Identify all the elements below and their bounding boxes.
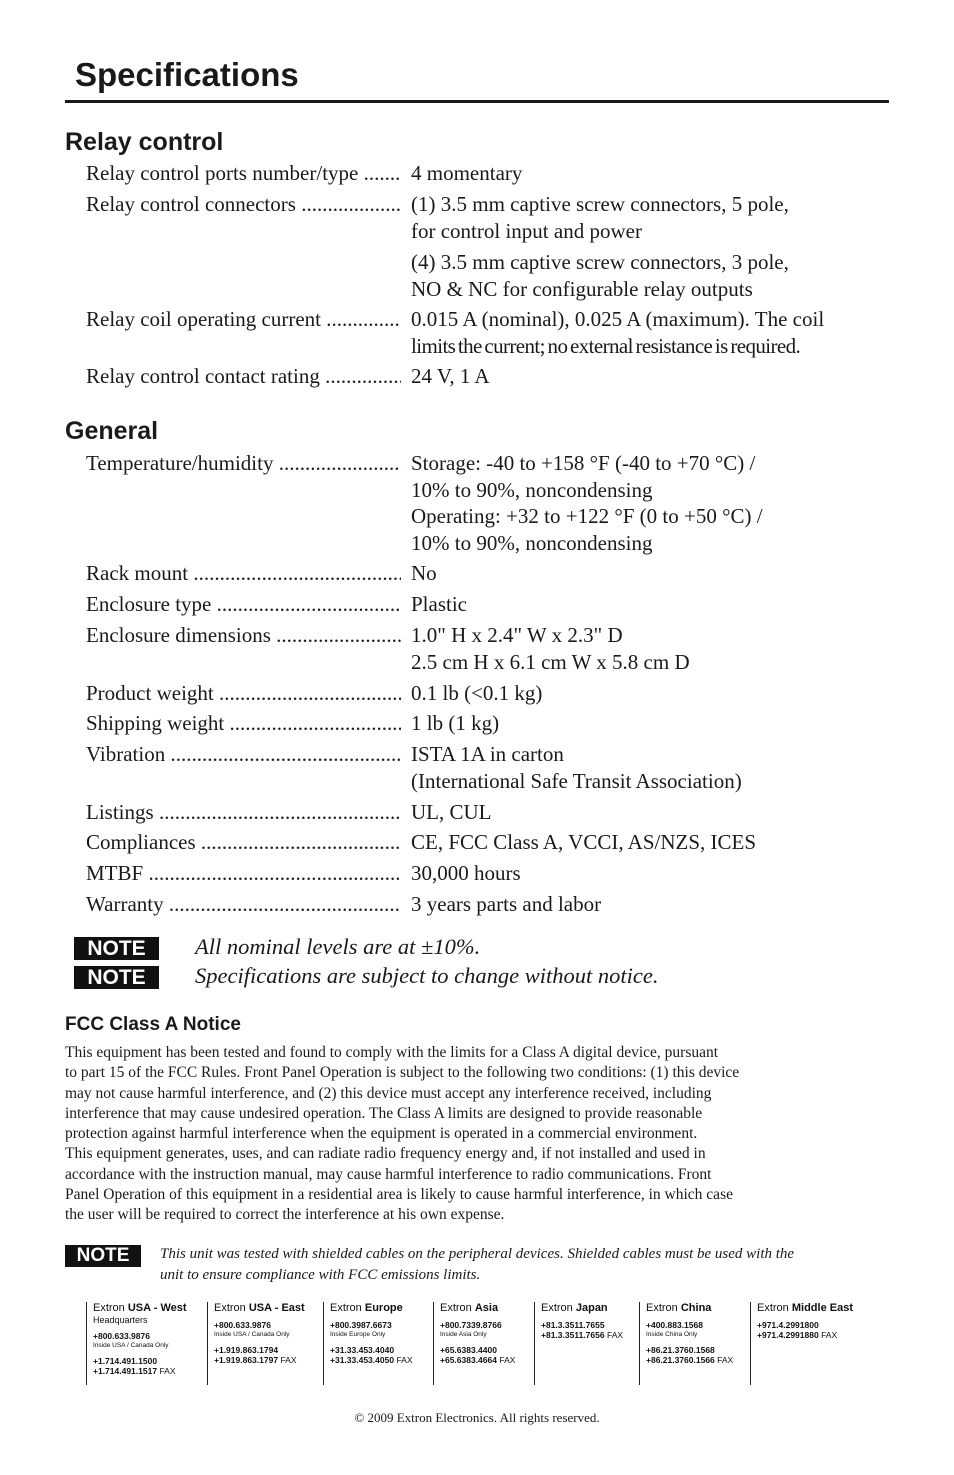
spec-label: MTBF ..... [86,860,401,887]
office-block [433,1302,515,1385]
spec-value-line: 10% to 90%, noncondensing [411,477,653,502]
spec-value [411,450,763,556]
office-brand: Extron [646,1302,678,1314]
phone-number: +1.919.863.1794 [214,1345,279,1355]
spec-label: Relay control contact rating ..... [86,363,401,390]
spec-value-line: (4) 3.5 mm captive screw connectors, 3 pole, [411,250,789,274]
office-name [541,1302,623,1315]
office-region: China [680,1302,712,1314]
spec-value-line: Operating: +32 to +122 °F (0 to +50 °C) / [411,504,763,528]
office-block [207,1302,305,1385]
spec-value-line: 1.0" H x 2.4" W x 2.3" D [411,623,623,647]
office-name [93,1302,187,1315]
office-phone-number [440,1345,515,1355]
spec-value-line: No [411,561,437,585]
spec-value [411,591,467,618]
spec-label: Relay control ports number/type ..... [86,160,401,187]
spec-value [411,860,521,887]
phone-number: +800.633.9876 [93,1331,150,1341]
spec-value [411,799,492,826]
spec-value-line: UL, CUL [411,800,492,824]
fax-label: FAX [717,1355,734,1365]
office-name [330,1302,413,1315]
phone-number: +400.883.1568 [646,1320,703,1330]
phone-number: +81.3.3511.7655 [541,1320,605,1330]
office-brand: Extron [93,1302,125,1314]
spec-label: Relay control connectors ..... [86,191,401,218]
office-phone-note: Inside China Only [646,1331,698,1338]
office-phone-number [93,1331,187,1341]
office-region: Europe [364,1302,403,1314]
office-block [86,1302,187,1385]
phone-number: +1.714.491.1500 [93,1356,158,1366]
office-phone-note: Inside USA / Canada Only [93,1342,169,1349]
phone-number: +65.6383.4400 [440,1345,497,1355]
spec-value-line: 24 V, 1 A [411,364,490,388]
spec-label: Product weight ..... [86,680,401,707]
fcc-line: protection against harmful interference when the equipment is operated in a commercial environment. [65,1125,698,1143]
fcc-note-badge: NOTE [65,1245,141,1267]
spec-label: Vibration ..... [86,741,401,768]
spec-value [411,363,490,390]
fcc-notice-body [65,1043,885,1226]
note-badge: NOTE [74,937,159,960]
spec-value-line: (International Safe Transit Association) [411,768,742,793]
spec-value [411,191,789,244]
office-fax-number [214,1355,305,1365]
office-name [214,1302,305,1315]
office-name [440,1302,515,1315]
title-rule [65,100,889,103]
spec-label: Compliances ..... [86,829,401,856]
section-heading-relay-control: Relay control [65,128,224,156]
spec-label: Temperature/humidity ..... [86,450,401,477]
fcc-line: This equipment has been tested and found to comply with the limits for a Class A digital device, pursuant [65,1044,719,1061]
phone-number: +1.919.863.1797 [214,1355,279,1365]
office-hq-label: Headquarters [93,1315,148,1325]
fcc-line: This equipment generates, uses, and can radiate radio frequency energy and, if not installed and used in [65,1145,706,1163]
office-fax-number [541,1330,623,1340]
office-phone-number [330,1345,413,1355]
office-phone-number [214,1345,305,1355]
spec-value [411,710,499,737]
office-fax-number [93,1366,187,1376]
spec-label: Relay coil operating current ..... [86,306,401,333]
office-phone-number [440,1320,515,1330]
page-title: Specifications [75,56,299,93]
spec-value [411,622,690,675]
fcc-note-line: unit to ensure compliance with FCC emissions limits. [160,1267,481,1283]
spec-value [411,891,601,918]
spec-value [411,160,522,187]
phone-number: +86.21.3760.1568 [646,1345,715,1355]
spec-value-line: 0.015 A (nominal), 0.025 A (maximum). The coil [411,307,825,331]
office-phone-number [214,1320,305,1330]
office-brand: Extron [541,1302,573,1314]
office-fax-number [440,1355,515,1365]
office-phone-number [330,1320,413,1330]
spec-label: Shipping weight ..... [86,710,401,737]
office-phone-number [93,1356,187,1366]
fax-label: FAX [606,1330,624,1340]
spec-value-line: 30,000 hours [411,861,521,885]
fax-label: FAX [396,1355,413,1365]
office-region: Middle East [791,1302,853,1314]
fcc-line: to part 15 of the FCC Rules. Front Panel Operation is subject to the following two conditions: (1) this device [65,1064,740,1082]
spec-value-line: ISTA 1A in carton [411,742,564,766]
spec-value-line: Plastic [411,592,467,616]
office-phone-note: Inside Asia Only [440,1331,487,1338]
office-phone-number [541,1320,623,1330]
office-fax-number [757,1330,853,1340]
phone-number: +971.4.2991880 [757,1330,819,1340]
office-brand: Extron [330,1302,362,1314]
phone-number: +81.3.3511.7656 [541,1330,605,1340]
spec-value-line: 0.1 lb (<0.1 kg) [411,681,543,705]
spec-value [411,249,789,302]
spec-value [411,680,542,707]
spec-label: Enclosure type ..... [86,591,401,618]
fax-label: FAX [280,1355,297,1365]
office-brand: Extron [440,1302,472,1314]
phone-number: +65.6383.4664 [440,1355,497,1365]
spec-value-line: CE, FCC Class A, VCCI, AS/NZS, ICES [411,830,757,854]
section-heading-general: General [65,417,159,445]
office-block [750,1302,853,1385]
fcc-line: the user will be required to correct the interference at his own expense. [65,1206,505,1224]
office-fax-number [330,1355,413,1365]
spec-value-line: 3 years parts and labor [411,892,602,916]
spec-label: Warranty ..... [86,891,401,918]
spec-value-line: NO & NC for configurable relay outputs [411,276,753,301]
office-phone-note: Inside Europe Only [330,1331,386,1338]
office-name [646,1302,733,1315]
fcc-notice-heading: FCC Class A Notice [65,1014,241,1035]
phone-number: +86.21.3760.1566 [646,1355,715,1365]
spec-value [411,829,756,856]
spec-value [411,560,437,587]
office-region: USA - West [127,1302,187,1314]
fcc-line: may not cause harmful interference, and (2) this device must accept any interference received, including [65,1084,712,1102]
phone-number: +31.33.453.4040 [330,1345,395,1355]
fcc-line: accordance with the instruction manual, may cause harmful interference to radio communications. Front [65,1165,712,1183]
office-fax-number [646,1355,733,1365]
phone-number: +800.3987.6673 [330,1320,392,1330]
phone-number: +800.633.9876 [214,1320,271,1330]
spec-label: Rack mount ..... [86,560,401,587]
phone-number: +800.7339.8766 [440,1320,502,1330]
phone-number: +31.33.453.4050 [330,1355,395,1365]
office-block [323,1302,413,1385]
fax-label: FAX [159,1366,176,1376]
office-region: USA - East [248,1302,305,1314]
spec-value-line: 2.5 cm H x 6.1 cm W x 5.8 cm D [411,649,690,674]
fcc-line: interference that may cause undesired operation. The Class A limits are designed to provide reasonable [65,1104,703,1122]
office-block [534,1302,623,1385]
fcc-note-line: This unit was tested with shielded cables on the peripheral devices. Shielded cables must be used with the [160,1246,795,1262]
office-region: Asia [474,1302,499,1314]
office-phone-note: Inside USA / Canada Only [214,1331,290,1338]
fcc-note-text [160,1244,794,1286]
fcc-line: Panel Operation of this equipment in a residential area is likely to cause harmful interference, in which case [65,1186,733,1204]
office-block [639,1302,733,1385]
spec-value [411,306,824,359]
office-name [757,1302,853,1315]
phone-number: +971.4.2991800 [757,1320,819,1330]
spec-value-line: 10% to 90%, noncondensing [411,530,653,555]
office-phone-number [757,1320,853,1330]
office-phone-number [646,1345,733,1355]
office-brand: Extron [214,1302,246,1314]
fax-label: FAX [499,1355,516,1365]
office-phone-number [646,1320,733,1330]
spec-value-line: 1 lb (1 kg) [411,711,500,735]
spec-value-line: for control input and power [411,218,642,243]
office-brand: Extron [757,1302,789,1314]
spec-value [411,741,742,794]
phone-number: +1.714.491.1517 [93,1366,158,1376]
spec-label: Enclosure dimensions ..... [86,622,401,649]
spec-value-line: limits the current; no external resistance is required. [411,333,801,358]
spec-value-line: Storage: -40 to +158 °F (-40 to +70 °C) / [411,451,756,475]
spec-value-line: (1) 3.5 mm captive screw connectors, 5 pole, [411,192,789,216]
copyright-notice: © 2009 Extron Electronics. All rights reserved. [354,1410,600,1425]
note-text-specifications-change: Specifications are subject to change without notice. [195,963,659,988]
office-region: Japan [575,1302,608,1314]
spec-label: Listings ..... [86,799,401,826]
fax-label: FAX [821,1330,838,1340]
note-badge: NOTE [74,966,159,989]
spec-value-line: 4 momentary [411,161,523,185]
note-text-nominal-levels: All nominal levels are at ±10%. [195,934,481,959]
